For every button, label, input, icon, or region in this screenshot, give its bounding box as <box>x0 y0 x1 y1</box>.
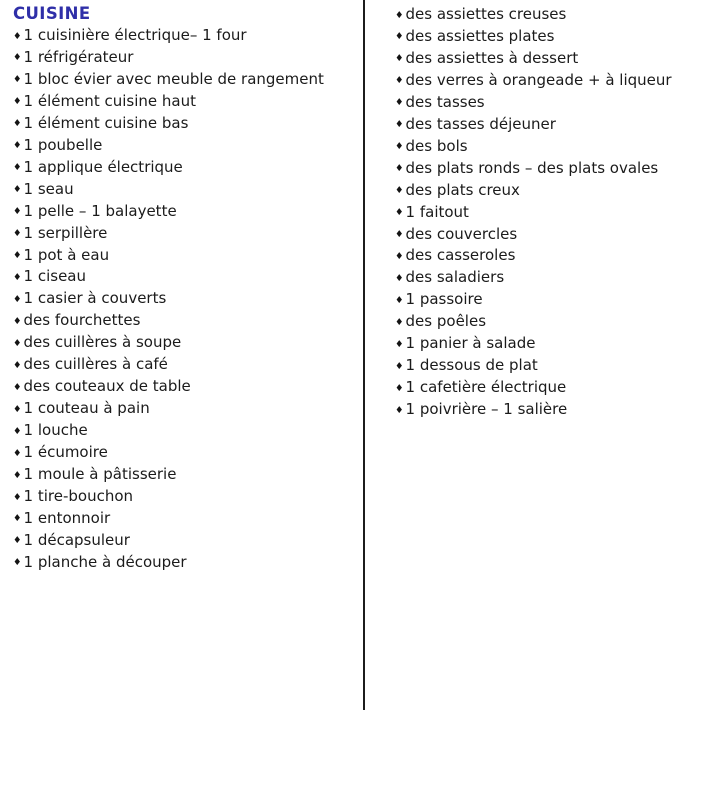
bullet-icon: ♦ <box>13 425 22 437</box>
item-text: 1 décapsuleur <box>23 530 130 549</box>
bullet-icon: ♦ <box>13 513 22 525</box>
item-text: des cuillères à soupe <box>23 333 182 352</box>
item-text: des cuillères à café <box>23 355 168 374</box>
item-text: des saladiers <box>405 268 505 287</box>
list-item <box>395 114 695 136</box>
list-item <box>395 399 695 421</box>
bullet-icon: ♦ <box>395 31 404 43</box>
bullet-icon: ♦ <box>395 53 404 65</box>
bullet-icon: ♦ <box>13 74 22 86</box>
bullet-icon: ♦ <box>395 338 404 350</box>
list-item <box>395 267 695 289</box>
bullet-icon: ♦ <box>395 97 404 109</box>
bullet-icon: ♦ <box>13 381 22 393</box>
item-text: 1 tire-bouchon <box>23 487 134 506</box>
list-item <box>13 398 361 420</box>
bullet-icon: ♦ <box>13 359 22 371</box>
list-item <box>395 70 695 92</box>
list-item <box>13 354 361 376</box>
list-item <box>13 310 361 332</box>
list-item <box>395 158 695 180</box>
item-text: 1 entonnoir <box>23 508 111 527</box>
bullet-icon: ♦ <box>13 447 22 459</box>
item-text: 1 cuisinière électrique– 1 four <box>23 26 247 44</box>
item-text: des assiettes à dessert <box>405 48 579 67</box>
item-text: 1 poubelle <box>23 135 103 154</box>
list-item <box>13 486 361 508</box>
item-text: 1 faitout <box>405 202 469 221</box>
list-item <box>395 26 695 48</box>
bullet-icon: ♦ <box>395 75 404 87</box>
bullet-icon: ♦ <box>395 294 404 306</box>
list-item <box>395 136 695 158</box>
bullet-icon: ♦ <box>13 535 22 547</box>
item-text: des couteaux de table <box>23 377 191 396</box>
list-item <box>13 157 361 179</box>
page-title: CUISINE <box>13 4 91 23</box>
item-text: des poêles <box>405 312 487 331</box>
item-text: des plats ronds – des plats ovales <box>405 158 659 177</box>
bullet-icon: ♦ <box>395 207 404 219</box>
list-item <box>13 332 361 354</box>
item-text: 1 planche à découper <box>23 552 187 571</box>
item-text: des casseroles <box>405 246 516 265</box>
list-item <box>13 223 361 245</box>
item-text: 1 réfrigérateur <box>23 47 134 66</box>
list-item <box>395 4 695 26</box>
item-text: des verres à orangeade + à liqueur <box>405 70 672 89</box>
item-text: 1 moule à pâtisserie <box>23 465 177 484</box>
left-column <box>13 2 361 574</box>
bullet-icon: ♦ <box>395 360 404 372</box>
bullet-icon: ♦ <box>395 163 404 175</box>
list-item <box>13 288 361 310</box>
item-text: 1 écumoire <box>23 443 108 462</box>
bullet-icon: ♦ <box>395 119 404 131</box>
item-text: des fourchettes <box>23 311 141 330</box>
bullet-icon: ♦ <box>13 228 22 240</box>
item-text: 1 serpillère <box>23 223 108 242</box>
list-item <box>13 508 361 530</box>
bullet-icon: ♦ <box>13 52 22 64</box>
item-text: des assiettes creuses <box>405 5 567 23</box>
list-item <box>395 180 695 202</box>
bullet-icon: ♦ <box>395 272 404 284</box>
bullet-icon: ♦ <box>13 162 22 174</box>
list-item <box>13 91 361 113</box>
item-text: 1 cafetière électrique <box>405 378 567 397</box>
bullet-icon: ♦ <box>13 557 22 569</box>
item-text: des tasses déjeuner <box>405 114 556 133</box>
list-item <box>395 289 695 311</box>
bullet-icon: ♦ <box>395 316 404 328</box>
item-text: 1 pot à eau <box>23 245 110 264</box>
item-text: des assiettes plates <box>405 26 555 45</box>
list-item <box>13 420 361 442</box>
bullet-icon: ♦ <box>395 185 404 197</box>
left-list <box>13 25 361 574</box>
bullet-icon: ♦ <box>395 250 404 262</box>
bullet-icon: ♦ <box>395 9 404 21</box>
bullet-icon: ♦ <box>395 141 404 153</box>
bullet-icon: ♦ <box>13 140 22 152</box>
bullet-icon: ♦ <box>13 403 22 415</box>
list-item <box>13 530 361 552</box>
list-item <box>13 135 361 157</box>
item-text: 1 seau <box>23 179 74 198</box>
list-item <box>13 376 361 398</box>
list-item <box>13 464 361 486</box>
bullet-icon: ♦ <box>13 206 22 218</box>
bullet-icon: ♦ <box>13 293 22 305</box>
item-text: 1 élément cuisine haut <box>23 91 196 110</box>
column-divider <box>363 0 365 710</box>
bullet-icon: ♦ <box>13 315 22 327</box>
item-text: 1 applique électrique <box>23 157 183 176</box>
item-text: 1 ciseau <box>23 267 86 286</box>
item-text: des tasses <box>405 92 485 111</box>
list-item <box>395 377 695 399</box>
item-text: 1 poivrière – 1 salière <box>405 400 568 419</box>
list-item <box>395 48 695 70</box>
bullet-icon: ♦ <box>13 469 22 481</box>
item-text: 1 passoire <box>405 290 483 309</box>
bullet-icon: ♦ <box>13 250 22 262</box>
bullet-icon: ♦ <box>13 337 22 349</box>
item-text: 1 louche <box>23 421 88 440</box>
list-item <box>13 47 361 69</box>
item-text: des couvercles <box>405 224 518 243</box>
bullet-icon: ♦ <box>395 404 404 416</box>
list-item <box>395 245 695 267</box>
list-item <box>395 92 695 114</box>
right-column <box>395 4 695 421</box>
item-text: 1 élément cuisine bas <box>23 113 189 132</box>
bullet-icon: ♦ <box>13 30 22 42</box>
list-item <box>13 179 361 201</box>
list-item <box>13 552 361 574</box>
list-item <box>395 224 695 246</box>
list-item <box>13 245 361 267</box>
list-item <box>13 113 361 135</box>
list-item <box>395 333 695 355</box>
bullet-icon: ♦ <box>395 382 404 394</box>
bullet-icon: ♦ <box>13 96 22 108</box>
item-text: 1 panier à salade <box>405 334 536 353</box>
list-item <box>13 25 361 47</box>
right-list <box>395 4 695 421</box>
item-text: 1 dessous de plat <box>405 356 538 375</box>
list-item <box>13 201 361 223</box>
item-text: 1 pelle – 1 balayette <box>23 201 177 220</box>
item-text: 1 couteau à pain <box>23 399 150 418</box>
list-item <box>395 202 695 224</box>
item-text: 1 bloc évier avec meuble de rangement <box>23 69 324 88</box>
list-item <box>13 69 361 91</box>
item-text: des bols <box>405 136 468 155</box>
bullet-icon: ♦ <box>13 184 22 196</box>
bullet-icon: ♦ <box>13 491 22 503</box>
bullet-icon: ♦ <box>13 118 22 130</box>
item-text: des plats creux <box>405 180 520 199</box>
list-item <box>13 266 361 288</box>
list-item <box>13 442 361 464</box>
list-item <box>395 355 695 377</box>
bullet-icon: ♦ <box>13 271 22 283</box>
list-item <box>395 311 695 333</box>
bullet-icon: ♦ <box>395 229 404 241</box>
item-text: 1 casier à couverts <box>23 289 167 308</box>
